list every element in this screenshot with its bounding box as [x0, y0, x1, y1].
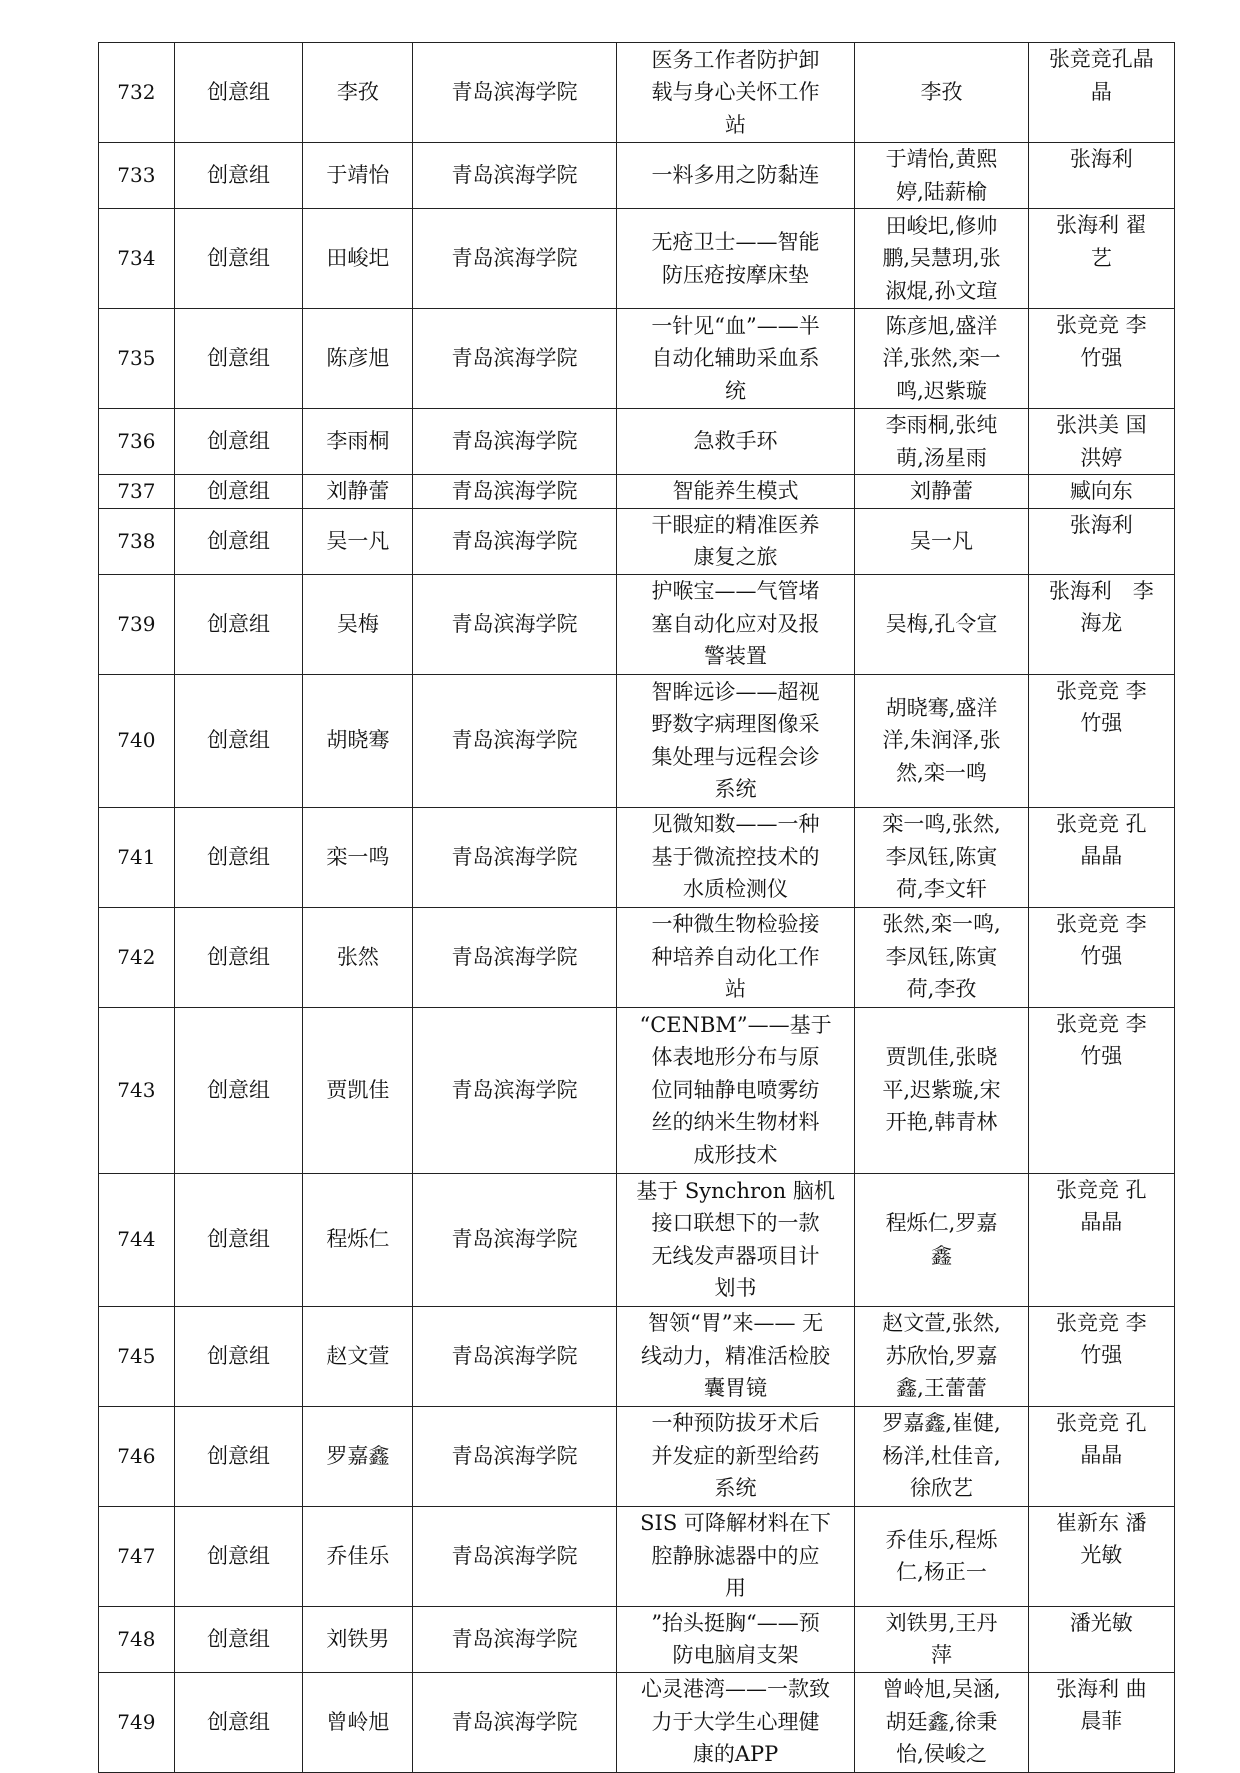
cell-project — [616, 409, 855, 475]
cell-number — [99, 1606, 175, 1672]
cell-leader-text: 田峻圯 — [326, 246, 390, 271]
cell-school — [413, 309, 616, 409]
cell-school — [413, 143, 616, 209]
cell-advisor-text: 张洪美 国 洪婷 — [1055, 413, 1147, 470]
cell-leader-text: 程烁仁 — [326, 1227, 390, 1252]
cell-group-text: 创意组 — [207, 429, 271, 454]
cell-number-text: 738 — [117, 528, 156, 553]
cell-leader — [303, 1306, 413, 1406]
cell-school-text: 青岛滨海学院 — [451, 346, 578, 371]
cell-advisor-text: 崔新东 潘 光敏 — [1055, 1510, 1147, 1567]
cell-advisor — [1028, 309, 1174, 409]
cell-advisor-text: 张竞竞孔晶 晶 — [1048, 47, 1154, 104]
cell-group-text: 创意组 — [207, 1443, 271, 1468]
cell-leader-text: 刘静蕾 — [326, 479, 390, 503]
cell-members-text: 田峻圯,修帅 鹏,吴慧玥,张 淑焜,孙文瑄 — [882, 213, 1001, 303]
cell-group — [174, 574, 303, 674]
cell-project-text: 一料多用之防黏连 — [651, 163, 820, 188]
cell-number-text: 748 — [117, 1626, 156, 1651]
cell-number-text: 739 — [117, 611, 156, 636]
cell-school-text: 青岛滨海学院 — [451, 944, 578, 969]
cell-group-text: 创意组 — [207, 479, 271, 503]
table-row — [99, 1506, 1175, 1606]
cell-group — [174, 1007, 303, 1173]
table-row — [99, 1173, 1175, 1306]
cell-leader-text: 赵文萱 — [326, 1343, 390, 1368]
cell-members — [855, 309, 1028, 409]
cell-number-text: 735 — [117, 346, 156, 371]
cell-leader — [303, 574, 413, 674]
cell-leader — [303, 43, 413, 143]
cell-school-text: 青岛滨海学院 — [451, 429, 578, 454]
cell-leader — [303, 143, 413, 209]
cell-members — [855, 1306, 1028, 1406]
cell-group-text: 创意组 — [207, 246, 271, 271]
cell-number-text: 747 — [117, 1543, 156, 1568]
cell-number-text: 744 — [117, 1227, 156, 1252]
cell-advisor-text: 张竞竞 李 竹强 — [1055, 678, 1147, 735]
cell-group — [174, 43, 303, 143]
cell-leader-text: 刘铁男 — [326, 1626, 390, 1651]
cell-advisor — [1028, 43, 1174, 143]
cell-advisor — [1028, 1306, 1174, 1406]
cell-leader-text: 陈彦旭 — [326, 346, 390, 371]
cell-leader — [303, 1406, 413, 1506]
cell-leader-text: 贾凯佳 — [326, 1077, 390, 1102]
cell-number — [99, 1173, 175, 1306]
cell-advisor-text: 臧向东 — [1069, 479, 1133, 503]
cell-number-text: 746 — [117, 1443, 156, 1468]
cell-school — [413, 1672, 616, 1772]
table-row — [99, 1406, 1175, 1506]
cell-project-text: 智能养生模式 — [672, 479, 799, 503]
cell-number — [99, 508, 175, 574]
cell-group-text: 创意组 — [207, 611, 271, 636]
cell-school — [413, 209, 616, 309]
cell-project — [616, 1007, 855, 1173]
cell-group-text: 创意组 — [207, 346, 271, 371]
cell-advisor-text: 张竞竞 李 竹强 — [1055, 1310, 1147, 1367]
cell-number — [99, 475, 175, 509]
cell-school-text: 青岛滨海学院 — [451, 1077, 578, 1102]
cell-advisor-text: 张竞竞 李 竹强 — [1055, 1011, 1147, 1068]
cell-group — [174, 807, 303, 907]
cell-group — [174, 1173, 303, 1306]
table-row — [99, 574, 1175, 674]
cell-school-text: 青岛滨海学院 — [451, 728, 578, 753]
cell-advisor — [1028, 1406, 1174, 1506]
cell-project-text: 医务工作者防护卸 载与身心关怀工作 站 — [651, 47, 820, 137]
cell-advisor — [1028, 475, 1174, 509]
cell-leader-text: 李孜 — [336, 80, 379, 105]
cell-number — [99, 1672, 175, 1772]
cell-advisor — [1028, 143, 1174, 209]
cell-members-text: 李孜 — [920, 80, 963, 105]
cell-school — [413, 1606, 616, 1672]
cell-number — [99, 143, 175, 209]
cell-school — [413, 1173, 616, 1306]
cell-school — [413, 907, 616, 1007]
cell-members — [855, 1606, 1028, 1672]
table-row — [99, 807, 1175, 907]
cell-number — [99, 807, 175, 907]
cell-school-text: 青岛滨海学院 — [451, 1227, 578, 1252]
cell-advisor-text: 张竞竞 李 竹强 — [1055, 313, 1147, 370]
awards-table — [98, 42, 1175, 1773]
cell-number — [99, 309, 175, 409]
cell-project-text: 一种预防拔牙术后 并发症的新型给药 系统 — [651, 1411, 820, 1501]
cell-leader-text: 于靖怡 — [326, 163, 390, 188]
cell-leader — [303, 1007, 413, 1173]
cell-project — [616, 674, 855, 807]
cell-group-text: 创意组 — [207, 1626, 271, 1651]
cell-project — [616, 1173, 855, 1306]
cell-school-text: 青岛滨海学院 — [451, 479, 578, 503]
cell-advisor-text: 潘光敏 — [1069, 1610, 1133, 1635]
cell-members — [855, 409, 1028, 475]
cell-school-text: 青岛滨海学院 — [451, 611, 578, 636]
cell-advisor — [1028, 1672, 1174, 1772]
cell-school — [413, 807, 616, 907]
cell-members — [855, 143, 1028, 209]
table-body — [99, 43, 1175, 1773]
cell-school — [413, 574, 616, 674]
cell-members — [855, 475, 1028, 509]
cell-group — [174, 1306, 303, 1406]
cell-number-text: 740 — [117, 728, 156, 753]
cell-leader — [303, 1506, 413, 1606]
cell-school-text: 青岛滨海学院 — [451, 1543, 578, 1568]
cell-project — [616, 574, 855, 674]
cell-members-text: 曾岭旭,吴涵, 胡廷鑫,徐秉 怡,侯峻之 — [882, 1677, 1001, 1767]
cell-members-text: 程烁仁,罗嘉 鑫 — [885, 1211, 998, 1268]
cell-school-text: 青岛滨海学院 — [451, 1626, 578, 1651]
cell-advisor-text: 张竞竞 孔 晶晶 — [1055, 1177, 1147, 1234]
cell-group-text: 创意组 — [207, 944, 271, 969]
cell-advisor — [1028, 1007, 1174, 1173]
cell-project — [616, 508, 855, 574]
cell-number-text: 737 — [117, 479, 156, 503]
cell-group-text: 创意组 — [207, 1709, 271, 1734]
cell-group — [174, 409, 303, 475]
cell-school-text: 青岛滨海学院 — [451, 1443, 578, 1468]
table-row — [99, 508, 1175, 574]
cell-number — [99, 209, 175, 309]
cell-group — [174, 1506, 303, 1606]
cell-leader-text: 乔佳乐 — [326, 1543, 390, 1568]
cell-project-text: 干眼症的精准医养 康复之旅 — [651, 512, 820, 569]
cell-leader — [303, 807, 413, 907]
table-row — [99, 1306, 1175, 1406]
cell-advisor — [1028, 409, 1174, 475]
cell-school-text: 青岛滨海学院 — [451, 1709, 578, 1734]
cell-school — [413, 1406, 616, 1506]
cell-project-text: 智领“胃”来—— 无 线动力，精准活检胶 囊胃镜 — [641, 1311, 831, 1401]
cell-advisor — [1028, 1506, 1174, 1606]
cell-advisor — [1028, 674, 1174, 807]
cell-members — [855, 807, 1028, 907]
cell-group-text: 创意组 — [207, 1077, 271, 1102]
cell-project — [616, 1406, 855, 1506]
cell-advisor-text: 张海利 曲 晨菲 — [1055, 1676, 1147, 1733]
cell-group-text: 创意组 — [207, 528, 271, 553]
cell-project — [616, 807, 855, 907]
cell-members-text: 刘静蕾 — [910, 479, 973, 503]
cell-school — [413, 475, 616, 509]
cell-project — [616, 143, 855, 209]
cell-members — [855, 907, 1028, 1007]
cell-school-text: 青岛滨海学院 — [451, 528, 578, 553]
cell-leader — [303, 475, 413, 509]
cell-school-text: 青岛滨海学院 — [451, 163, 578, 188]
cell-number — [99, 1506, 175, 1606]
cell-members-text: 吴一凡 — [910, 528, 973, 553]
cell-members-text: 陈彦旭,盛洋 洋,张然,栾一 鸣,迟紫璇 — [882, 313, 1001, 403]
cell-number — [99, 574, 175, 674]
cell-group-text: 创意组 — [207, 1227, 271, 1252]
cell-school — [413, 508, 616, 574]
cell-advisor — [1028, 209, 1174, 309]
cell-project-text: 一针见“血”——半 自动化辅助采血系 统 — [651, 313, 820, 403]
cell-school-text: 青岛滨海学院 — [451, 246, 578, 271]
cell-leader — [303, 309, 413, 409]
cell-members-text: 胡晓骞,盛洋 洋,朱润泽,张 然,栾一鸣 — [882, 695, 1001, 785]
cell-advisor — [1028, 1173, 1174, 1306]
cell-project-text: 基于 Synchron 脑机 接口联想下的一款 无线发声器项目计 划书 — [636, 1178, 835, 1300]
cell-number-text: 742 — [117, 944, 156, 969]
table-row — [99, 1672, 1175, 1772]
cell-group — [174, 1406, 303, 1506]
cell-advisor — [1028, 508, 1174, 574]
cell-group-text: 创意组 — [207, 728, 271, 753]
cell-school — [413, 409, 616, 475]
cell-advisor — [1028, 574, 1174, 674]
cell-members-text: 赵文萱,张然, 苏欣怡,罗嘉 鑫,王蕾蕾 — [882, 1311, 1001, 1401]
cell-members — [855, 1672, 1028, 1772]
cell-project-text: 智眸远诊——超视 野数字病理图像采 集处理与远程会诊 系统 — [651, 679, 820, 801]
cell-leader-text: 吴梅 — [336, 611, 379, 636]
cell-number-text: 736 — [117, 429, 156, 454]
cell-advisor — [1028, 907, 1174, 1007]
cell-school — [413, 1306, 616, 1406]
cell-leader — [303, 1606, 413, 1672]
cell-project — [616, 1306, 855, 1406]
cell-group-text: 创意组 — [207, 844, 271, 869]
cell-project — [616, 209, 855, 309]
cell-group — [174, 143, 303, 209]
cell-leader — [303, 1173, 413, 1306]
cell-members-text: 刘铁男,王丹 萍 — [885, 1610, 998, 1667]
cell-group-text: 创意组 — [207, 1543, 271, 1568]
cell-group-text: 创意组 — [207, 80, 271, 105]
cell-leader-text: 吴一凡 — [326, 528, 390, 553]
cell-project-text: ”抬头挺胸“——预 防电脑肩支架 — [651, 1610, 820, 1667]
cell-members-text: 于靖怡,黄熙 婷,陆薪榆 — [885, 147, 998, 204]
cell-group — [174, 508, 303, 574]
table-row — [99, 309, 1175, 409]
cell-leader-text: 罗嘉鑫 — [326, 1443, 390, 1468]
cell-advisor-text: 张海利 — [1069, 147, 1133, 171]
cell-advisor-text: 张竞竞 李 竹强 — [1055, 911, 1147, 968]
cell-number-text: 743 — [117, 1077, 156, 1102]
cell-advisor-text: 张竞竞 孔 晶晶 — [1055, 1410, 1147, 1467]
cell-project-text: SIS 可降解材料在下 腔静脉滤器中的应 用 — [640, 1511, 831, 1601]
cell-school-text: 青岛滨海学院 — [451, 844, 578, 869]
cell-project-text: “CENBM”——基于 体表地形分布与原 位同轴静电喷雾纺 丝的纳米生物材料 成形技术 — [639, 1012, 832, 1167]
cell-leader-text: 胡晓骞 — [326, 728, 390, 753]
cell-project-text: 无疮卫士——智能 防压疮按摩床垫 — [651, 230, 820, 287]
cell-members — [855, 674, 1028, 807]
cell-members — [855, 508, 1028, 574]
cell-number-text: 733 — [117, 163, 156, 188]
cell-leader — [303, 674, 413, 807]
cell-members — [855, 1007, 1028, 1173]
cell-school — [413, 1506, 616, 1606]
cell-number — [99, 1406, 175, 1506]
table-row — [99, 475, 1175, 509]
cell-number-text: 734 — [117, 246, 156, 271]
table-row — [99, 209, 1175, 309]
cell-number-text: 732 — [117, 80, 156, 105]
cell-leader — [303, 209, 413, 309]
cell-group — [174, 1672, 303, 1772]
cell-project — [616, 907, 855, 1007]
cell-number-text: 741 — [117, 844, 156, 869]
table-row — [99, 143, 1175, 209]
table-row — [99, 907, 1175, 1007]
cell-leader — [303, 409, 413, 475]
cell-school — [413, 674, 616, 807]
cell-group — [174, 1606, 303, 1672]
cell-project — [616, 1606, 855, 1672]
cell-members-text: 罗嘉鑫,崔健, 杨洋,杜佳音, 徐欣艺 — [882, 1411, 1001, 1501]
cell-school — [413, 43, 616, 143]
cell-number — [99, 409, 175, 475]
cell-group-text: 创意组 — [207, 163, 271, 188]
cell-project — [616, 475, 855, 509]
cell-number-text: 749 — [117, 1709, 156, 1734]
cell-number-text: 745 — [117, 1343, 156, 1368]
cell-leader-text: 曾岭旭 — [326, 1709, 390, 1734]
cell-project — [616, 1672, 855, 1772]
cell-project — [616, 309, 855, 409]
cell-advisor — [1028, 807, 1174, 907]
cell-members — [855, 1173, 1028, 1306]
cell-members — [855, 1406, 1028, 1506]
cell-leader — [303, 508, 413, 574]
table-row — [99, 674, 1175, 807]
cell-advisor-text: 张海利 李 海龙 — [1048, 578, 1154, 635]
cell-project-text: 心灵港湾——一款致 力于大学生心理健 康的APP — [641, 1677, 831, 1767]
cell-advisor-text: 张海利 翟 艺 — [1055, 213, 1147, 270]
cell-project-text: 护喉宝——气管堵 塞自动化应对及报 警装置 — [651, 579, 820, 669]
table-row — [99, 1606, 1175, 1672]
cell-members — [855, 209, 1028, 309]
cell-members-text: 贾凯佳,张晓 平,迟紫璇,宋 开艳,韩青林 — [882, 1045, 1001, 1135]
cell-school — [413, 1007, 616, 1173]
table-row — [99, 1007, 1175, 1173]
cell-group — [174, 674, 303, 807]
cell-number — [99, 907, 175, 1007]
cell-leader — [303, 1672, 413, 1772]
cell-school-text: 青岛滨海学院 — [451, 1343, 578, 1368]
cell-members — [855, 574, 1028, 674]
cell-leader-text: 李雨桐 — [326, 429, 390, 454]
cell-members-text: 李雨桐,张纯 萌,汤星雨 — [885, 413, 998, 470]
cell-number — [99, 1306, 175, 1406]
cell-group — [174, 309, 303, 409]
cell-project — [616, 1506, 855, 1606]
cell-advisor — [1028, 1606, 1174, 1672]
cell-group — [174, 209, 303, 309]
cell-members-text: 张然,栾一鸣, 李凤钰,陈寅 荷,李孜 — [882, 912, 1001, 1002]
cell-group — [174, 907, 303, 1007]
cell-members-text: 乔佳乐,程烁 仁,杨正一 — [885, 1527, 998, 1584]
cell-leader-text: 栾一鸣 — [326, 844, 390, 869]
cell-members-text: 吴梅,孔令宣 — [885, 611, 998, 636]
cell-project-text: 见微知数——一种 基于微流控技术的 水质检测仪 — [651, 812, 820, 902]
cell-school-text: 青岛滨海学院 — [451, 80, 578, 105]
cell-members-text: 栾一鸣,张然, 李凤钰,陈寅 荷,李文轩 — [882, 812, 1001, 902]
table-row — [99, 43, 1175, 143]
cell-advisor-text: 张竞竞 孔 晶晶 — [1055, 811, 1147, 868]
table-row — [99, 409, 1175, 475]
cell-group — [174, 475, 303, 509]
cell-project — [616, 43, 855, 143]
cell-number — [99, 1007, 175, 1173]
cell-members — [855, 43, 1028, 143]
cell-group-text: 创意组 — [207, 1343, 271, 1368]
cell-leader — [303, 907, 413, 1007]
cell-project-text: 一种微生物检验接 种培养自动化工作 站 — [651, 912, 820, 1002]
cell-members — [855, 1506, 1028, 1606]
cell-project-text: 急救手环 — [693, 429, 778, 454]
cell-number — [99, 674, 175, 807]
cell-advisor-text: 张海利 — [1069, 512, 1133, 537]
cell-leader-text: 张然 — [336, 944, 379, 969]
cell-number — [99, 43, 175, 143]
